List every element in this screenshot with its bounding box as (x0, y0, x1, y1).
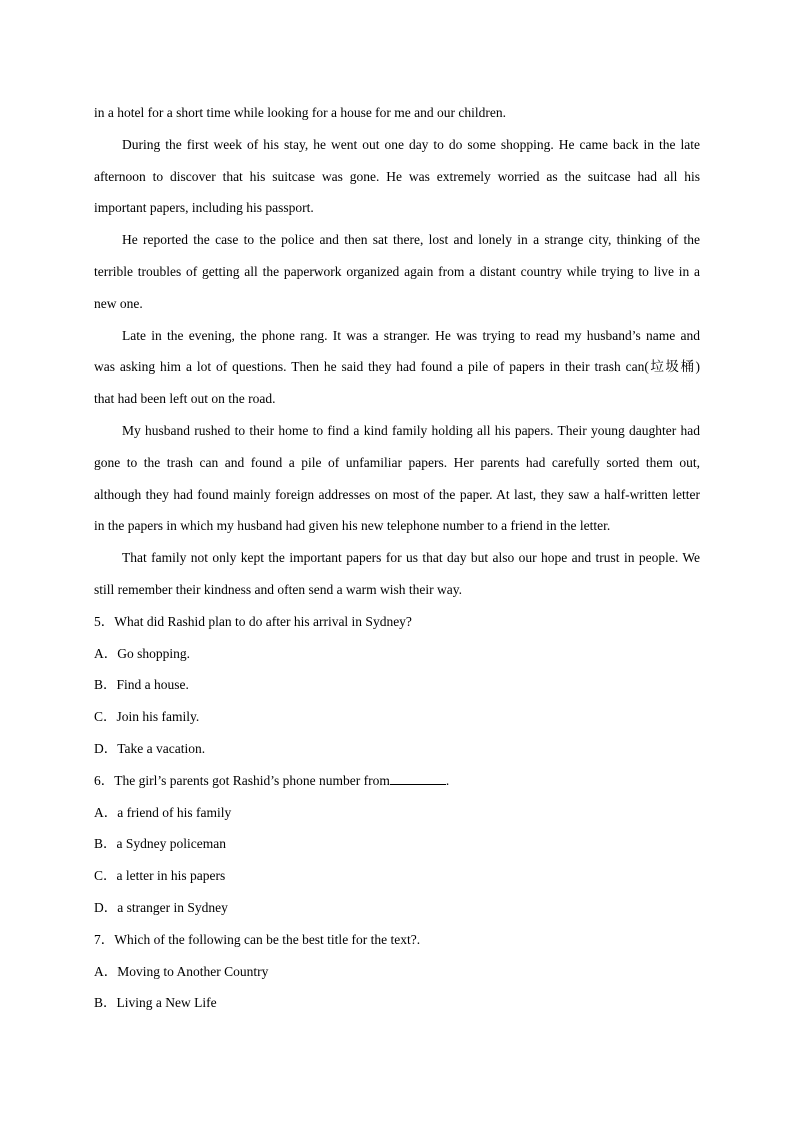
passage-line: important papers, including his passport. (94, 200, 314, 216)
passage-line: My husband rushed to their home to find a kind family holding all his papers. Their young daughter had (122, 422, 700, 438)
passage-line: in the papers in which my husband had given his new telephone number to a friend in the letter. (94, 518, 611, 534)
question-6-stem: 6．The girl’s parents got Rashid’s phone number from (94, 772, 390, 788)
passage-line: although they had found mainly foreign addresses on most of the paper. At last, they saw a half-written letter (94, 486, 700, 502)
passage-line: still remember their kindness and often send a warm wish their way. (94, 581, 463, 597)
question-7-stem: 7．Which of the following can be the best title for the text?. (94, 931, 421, 947)
passage-line: new one. (94, 295, 143, 311)
passage-line: During the first week of his stay, he went out one day to do some shopping. He came back in the late (122, 136, 700, 152)
passage-line: gone to the trash can and found a pile of unfamiliar papers. Her parents had carefully sorted them out, (94, 454, 700, 470)
question-6-option-a: A．a friend of his family (94, 804, 232, 820)
passage-line: terrible troubles of getting all the paperwork organized again from a distant country while trying to live in a (94, 263, 700, 279)
passage-line: was asking him a lot of questions. Then he said they had found a pile of papers in their trash can(垃圾桶) (94, 359, 700, 375)
passage-line: Late in the evening, the phone rang. It was a stranger. He was trying to read my husband’s name and (122, 327, 700, 343)
question-5-option-c: C．Join his family. (94, 709, 200, 725)
question-5-option-b: B．Find a house. (94, 677, 189, 693)
question-6-stem-end: . (445, 772, 450, 788)
question-7-option-a: A．Moving to Another Country (94, 963, 269, 979)
document-page (94, 97, 700, 1019)
passage-line: afternoon to discover that his suitcase was gone. He was extremely worried as the suitcase had all his (94, 168, 700, 184)
question-6-option-d: D．a stranger in Sydney (94, 899, 228, 915)
question-5-option-d: D．Take a vacation. (94, 740, 206, 756)
question-6-stem-line (94, 765, 700, 797)
question-6-option-b: B．a Sydney policeman (94, 836, 226, 852)
question-5-stem: 5．What did Rashid plan to do after his arrival in Sydney? (94, 613, 412, 629)
question-7-option-b: B．Living a New Life (94, 995, 217, 1011)
passage-line: in a hotel for a short time while looking for a house for me and our children. (94, 105, 507, 120)
passage-line: that had been left out on the road. (94, 391, 276, 407)
passage-line: That family not only kept the important papers for us that day but also our hope and trust in people. We (122, 550, 700, 566)
passage-line: He reported the case to the police and then sat there, lost and lonely in a strange city, thinking of the (122, 232, 700, 248)
question-5-option-a: A．Go shopping. (94, 645, 191, 661)
answer-blank (390, 772, 446, 785)
question-6-option-c: C．a letter in his papers (94, 868, 226, 884)
